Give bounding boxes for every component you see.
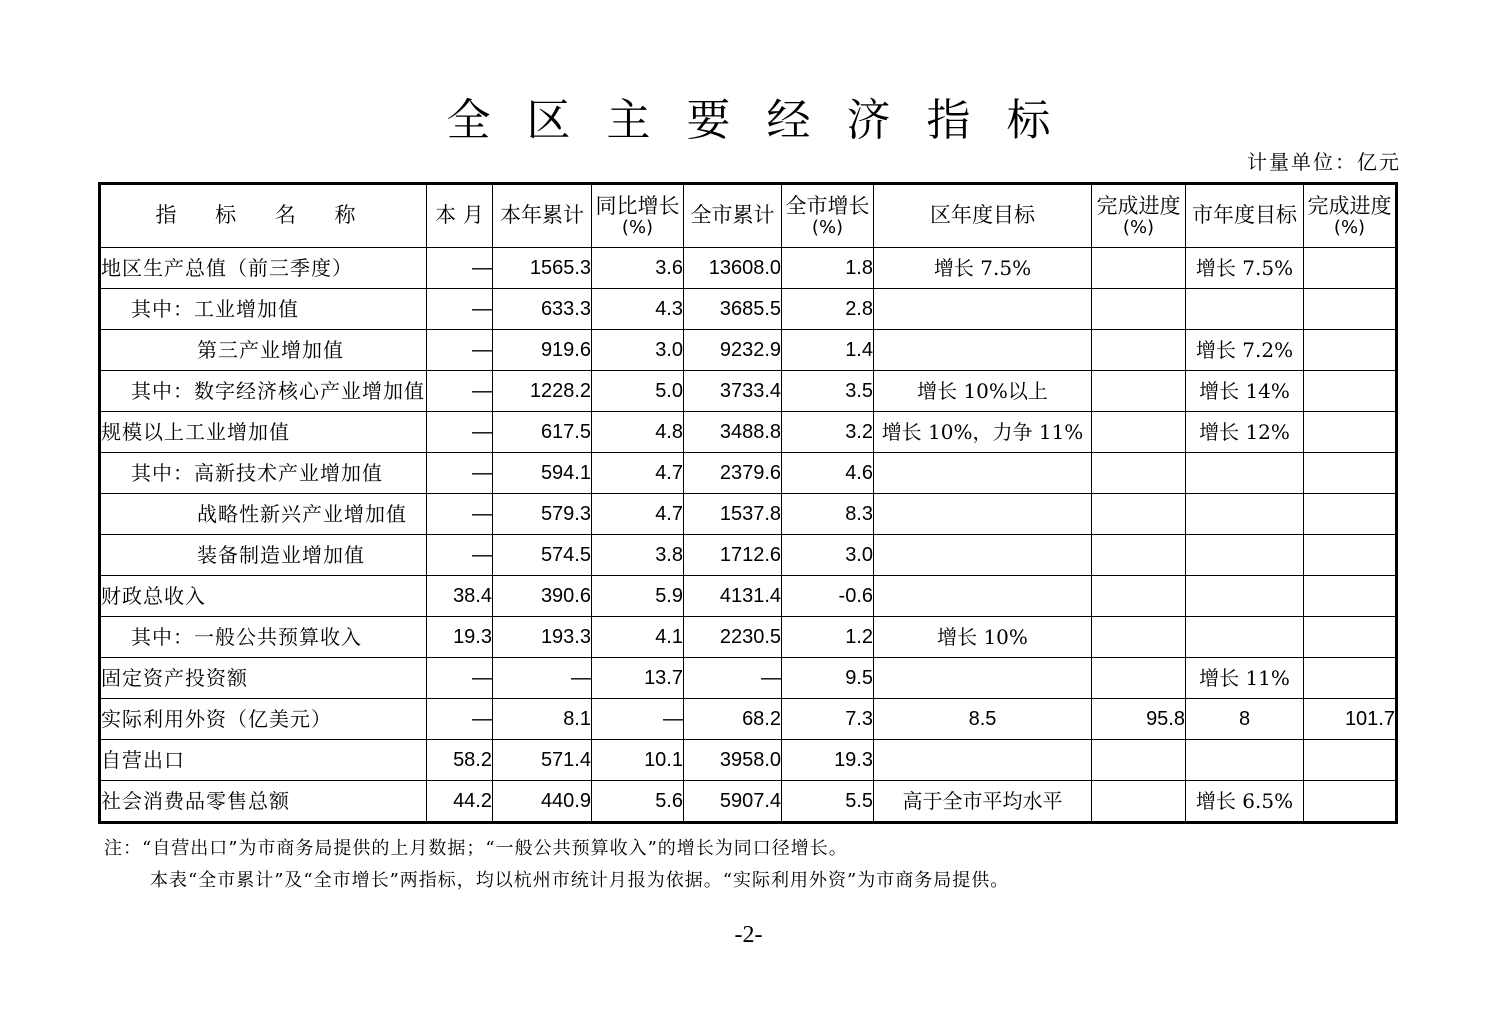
table-body [100, 248, 1397, 823]
cell-indicator-name: 战略性新兴产业增加值 [100, 494, 427, 535]
cell-district-progress [1092, 330, 1186, 371]
cell-city-growth: 2.8 [782, 289, 874, 330]
cell-district-target [874, 289, 1092, 330]
table-row [100, 658, 1397, 699]
table-row [100, 535, 1397, 576]
cell-district-progress [1092, 494, 1186, 535]
cell-city-target: 增长 7.2% [1186, 330, 1304, 371]
cell-yoy: 5.0 [592, 371, 684, 412]
cell-district-progress [1092, 781, 1186, 823]
cell-city-progress [1304, 453, 1397, 494]
header-month: 本 月 [427, 184, 493, 248]
cell-yoy: 4.8 [592, 412, 684, 453]
cell-city-ytd: 2230.5 [684, 617, 782, 658]
cell-indicator-name: 实际利用外资（亿美元） [100, 699, 427, 740]
cell-indicator-name: 第三产业增加值 [100, 330, 427, 371]
header-city-progress: 完成进度 (%) [1304, 184, 1397, 248]
cell-city-progress [1304, 535, 1397, 576]
table-row [100, 371, 1397, 412]
header-yoy: 同比增长 (%) [592, 184, 684, 248]
header-name: 指 标 名 称 [100, 184, 427, 248]
cell-city-growth: 9.5 [782, 658, 874, 699]
cell-yoy: 13.7 [592, 658, 684, 699]
cell-month: — [427, 371, 493, 412]
cell-month: — [427, 494, 493, 535]
cell-city-target [1186, 453, 1304, 494]
cell-city-growth: 3.0 [782, 535, 874, 576]
cell-month: 44.2 [427, 781, 493, 823]
cell-city-growth: 7.3 [782, 699, 874, 740]
header-district-target: 区年度目标 [874, 184, 1092, 248]
cell-city-target [1186, 576, 1304, 617]
cell-city-target [1186, 289, 1304, 330]
header-city-ytd: 全市累计 [684, 184, 782, 248]
cell-city-growth: 8.3 [782, 494, 874, 535]
cell-city-growth: 19.3 [782, 740, 874, 781]
table-row [100, 453, 1397, 494]
cell-city-progress [1304, 289, 1397, 330]
cell-city-progress [1304, 658, 1397, 699]
table-header-row [100, 184, 1397, 248]
unit-label: 计量单位：亿元 [1247, 150, 1401, 174]
cell-district-progress [1092, 617, 1186, 658]
table-row [100, 412, 1397, 453]
table-row [100, 330, 1397, 371]
table-row [100, 740, 1397, 781]
cell-yoy: 3.0 [592, 330, 684, 371]
cell-yoy: 4.7 [592, 494, 684, 535]
cell-indicator-name: 固定资产投资额 [100, 658, 427, 699]
cell-city-progress [1304, 781, 1397, 823]
cell-district-progress [1092, 453, 1186, 494]
cell-city-target: 增长 12% [1186, 412, 1304, 453]
cell-month: — [427, 289, 493, 330]
cell-city-ytd: 1537.8 [684, 494, 782, 535]
cell-city-growth: 3.5 [782, 371, 874, 412]
cell-indicator-name: 财政总收入 [100, 576, 427, 617]
cell-month: — [427, 330, 493, 371]
cell-district-target [874, 453, 1092, 494]
cell-city-target [1186, 740, 1304, 781]
cell-district-target [874, 576, 1092, 617]
header-city-target: 市年度目标 [1186, 184, 1304, 248]
cell-month: — [427, 535, 493, 576]
cell-city-ytd: 68.2 [684, 699, 782, 740]
cell-city-ytd: 5907.4 [684, 781, 782, 823]
cell-city-ytd: 13608.0 [684, 248, 782, 289]
cell-city-growth: 5.5 [782, 781, 874, 823]
cell-city-target [1186, 535, 1304, 576]
cell-city-growth: 3.2 [782, 412, 874, 453]
cell-ytd: 1565.3 [493, 248, 592, 289]
table-row [100, 576, 1397, 617]
cell-city-growth: 1.2 [782, 617, 874, 658]
cell-city-growth: 1.8 [782, 248, 874, 289]
cell-city-progress [1304, 740, 1397, 781]
cell-month: — [427, 658, 493, 699]
cell-city-ytd: 4131.4 [684, 576, 782, 617]
table-row [100, 781, 1397, 823]
cell-city-target: 增长 11% [1186, 658, 1304, 699]
cell-city-ytd: 3685.5 [684, 289, 782, 330]
cell-district-progress [1092, 412, 1186, 453]
cell-city-target: 增长 6.5% [1186, 781, 1304, 823]
cell-month: — [427, 453, 493, 494]
cell-indicator-name: 其中：数字经济核心产业增加值 [100, 371, 427, 412]
cell-district-progress: 95.8 [1092, 699, 1186, 740]
cell-city-progress: 101.7 [1304, 699, 1397, 740]
cell-ytd: 8.1 [493, 699, 592, 740]
cell-yoy: 4.7 [592, 453, 684, 494]
cell-city-progress [1304, 576, 1397, 617]
cell-ytd: 579.3 [493, 494, 592, 535]
cell-indicator-name: 其中：工业增加值 [100, 289, 427, 330]
cell-ytd: 574.5 [493, 535, 592, 576]
indicator-table [98, 182, 1398, 824]
cell-city-ytd: 3958.0 [684, 740, 782, 781]
cell-yoy: 3.6 [592, 248, 684, 289]
cell-month: — [427, 412, 493, 453]
table-row [100, 248, 1397, 289]
cell-district-target: 8.5 [874, 699, 1092, 740]
cell-district-target: 增长 10%以上 [874, 371, 1092, 412]
cell-district-progress [1092, 535, 1186, 576]
cell-ytd: — [493, 658, 592, 699]
cell-yoy: 3.8 [592, 535, 684, 576]
cell-indicator-name: 社会消费品零售总额 [100, 781, 427, 823]
cell-city-progress [1304, 617, 1397, 658]
cell-city-target [1186, 494, 1304, 535]
cell-city-ytd: 2379.6 [684, 453, 782, 494]
cell-district-progress [1092, 576, 1186, 617]
cell-month: — [427, 248, 493, 289]
cell-district-progress [1092, 371, 1186, 412]
cell-city-target: 增长 7.5% [1186, 248, 1304, 289]
cell-indicator-name: 其中：一般公共预算收入 [100, 617, 427, 658]
cell-city-ytd: 3488.8 [684, 412, 782, 453]
cell-city-target [1186, 617, 1304, 658]
cell-district-progress [1092, 248, 1186, 289]
cell-city-progress [1304, 330, 1397, 371]
cell-ytd: 193.3 [493, 617, 592, 658]
cell-yoy: 5.6 [592, 781, 684, 823]
cell-city-growth: -0.6 [782, 576, 874, 617]
table-row [100, 617, 1397, 658]
cell-month: 38.4 [427, 576, 493, 617]
cell-city-ytd: 1712.6 [684, 535, 782, 576]
cell-ytd: 919.6 [493, 330, 592, 371]
page-title: 全区主要经济指标 [446, 95, 1087, 146]
table-row [100, 699, 1397, 740]
cell-district-target: 增长 10%，力争 11% [874, 412, 1092, 453]
cell-indicator-name: 其中：高新技术产业增加值 [100, 453, 427, 494]
cell-month: 19.3 [427, 617, 493, 658]
cell-ytd: 633.3 [493, 289, 592, 330]
cell-district-target [874, 740, 1092, 781]
cell-district-target: 高于全市平均水平 [874, 781, 1092, 823]
cell-city-progress [1304, 248, 1397, 289]
table-row [100, 494, 1397, 535]
cell-ytd: 440.9 [493, 781, 592, 823]
header-ytd: 本年累计 [493, 184, 592, 248]
cell-city-progress [1304, 494, 1397, 535]
cell-district-progress [1092, 740, 1186, 781]
cell-ytd: 617.5 [493, 412, 592, 453]
cell-district-target [874, 535, 1092, 576]
cell-yoy: 4.3 [592, 289, 684, 330]
cell-district-target [874, 658, 1092, 699]
cell-ytd: 1228.2 [493, 371, 592, 412]
cell-ytd: 390.6 [493, 576, 592, 617]
cell-city-growth: 4.6 [782, 453, 874, 494]
table-row [100, 289, 1397, 330]
cell-city-ytd: — [684, 658, 782, 699]
cell-indicator-name: 自营出口 [100, 740, 427, 781]
cell-city-target: 8 [1186, 699, 1304, 740]
cell-month: — [427, 699, 493, 740]
cell-district-target [874, 330, 1092, 371]
cell-district-target [874, 494, 1092, 535]
cell-yoy: 4.1 [592, 617, 684, 658]
cell-district-target: 增长 7.5% [874, 248, 1092, 289]
cell-district-progress [1092, 289, 1186, 330]
cell-ytd: 594.1 [493, 453, 592, 494]
cell-city-growth: 1.4 [782, 330, 874, 371]
cell-city-ytd: 9232.9 [684, 330, 782, 371]
cell-district-progress [1092, 658, 1186, 699]
cell-month: 58.2 [427, 740, 493, 781]
cell-indicator-name: 地区生产总值（前三季度） [100, 248, 427, 289]
cell-yoy: 10.1 [592, 740, 684, 781]
cell-indicator-name: 装备制造业增加值 [100, 535, 427, 576]
note-line-2: 本表“全市累计”及“全市增长”两指标，均以杭州市统计月报为依据。“实际利用外资”为市商务局提供。 [150, 870, 1010, 891]
header-district-progress: 完成进度 (%) [1092, 184, 1186, 248]
cell-yoy: 5.9 [592, 576, 684, 617]
cell-city-progress [1304, 371, 1397, 412]
cell-yoy: — [592, 699, 684, 740]
note-line-1: 注：“自营出口”为市商务局提供的上月数据；“一般公共预算收入”的增长为同口径增长。 [104, 838, 848, 859]
cell-district-target: 增长 10% [874, 617, 1092, 658]
cell-indicator-name: 规模以上工业增加值 [100, 412, 427, 453]
cell-ytd: 571.4 [493, 740, 592, 781]
cell-city-progress [1304, 412, 1397, 453]
header-city-growth: 全市增长 (%) [782, 184, 874, 248]
cell-city-ytd: 3733.4 [684, 371, 782, 412]
cell-city-target: 增长 14% [1186, 371, 1304, 412]
page-number: -2- [734, 922, 763, 948]
